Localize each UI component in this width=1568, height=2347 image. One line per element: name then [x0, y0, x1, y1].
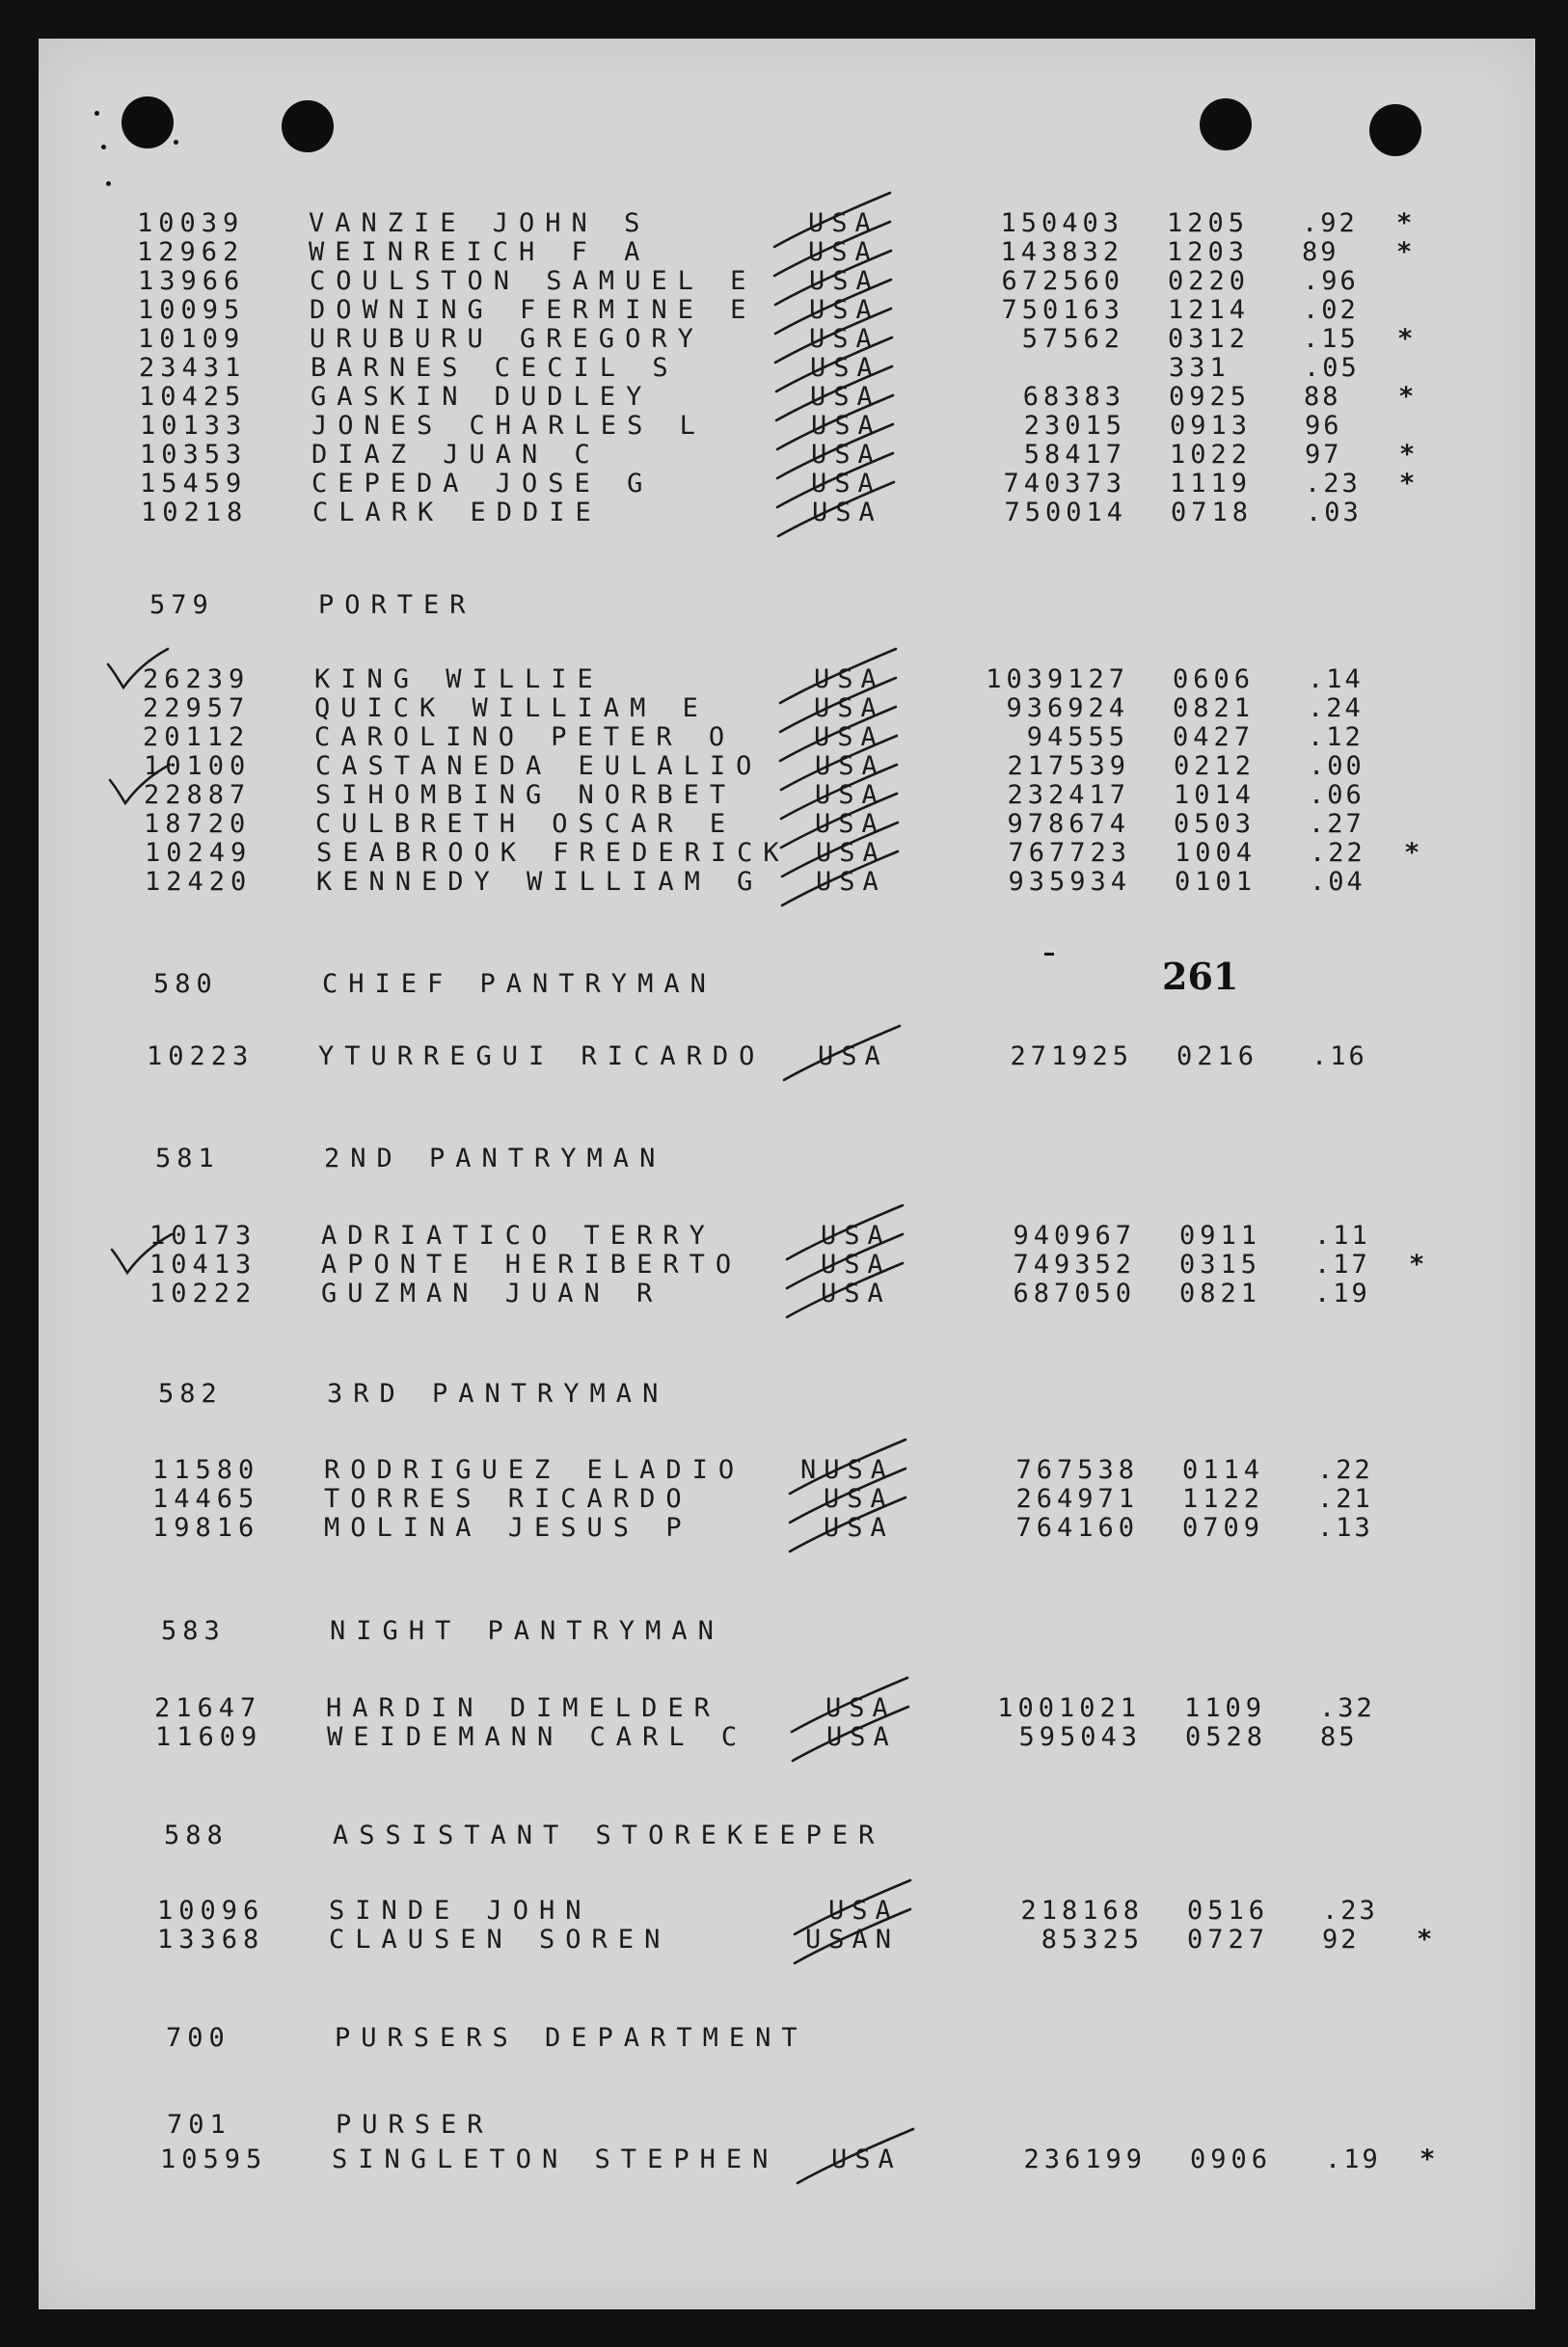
asterisk-mark: * — [1417, 1925, 1433, 1955]
number-col-3: .12 — [1308, 722, 1364, 752]
crew-id: 10218 — [141, 498, 249, 527]
crew-id: 10425 — [139, 382, 247, 412]
number-col-3: .03 — [1306, 498, 1362, 527]
crew-id: 10095 — [138, 295, 246, 325]
crew-name: WEIDEMANN CARL C — [327, 1722, 748, 1752]
crew-id: 10223 — [147, 1041, 255, 1071]
number-col-3: .02 — [1303, 295, 1359, 325]
number-col-2: 0212 — [1174, 751, 1257, 781]
crew-id: 11609 — [155, 1722, 263, 1752]
number-col-2: 0718 — [1171, 498, 1254, 527]
number-col-3: .17 — [1314, 1250, 1370, 1280]
number-col-2: 1119 — [1170, 469, 1253, 499]
crew-name: KING WILLIE — [314, 664, 604, 694]
nationality: USA — [825, 1693, 896, 1723]
punch-hole — [282, 100, 334, 152]
number-col-1: 978674 — [1007, 809, 1130, 839]
nationality: USA — [814, 664, 884, 694]
number-col-3: .32 — [1319, 1693, 1375, 1723]
crew-id: 12962 — [137, 237, 245, 267]
number-col-3: .23 — [1305, 469, 1361, 499]
crew-id: 10100 — [144, 751, 252, 781]
number-col-3: .27 — [1309, 809, 1365, 839]
number-col-2: 0216 — [1176, 1041, 1259, 1071]
margin-check-mark — [104, 645, 172, 693]
section-code: 588 — [164, 1821, 229, 1850]
section-title: NIGHT PANTRYMAN — [330, 1616, 724, 1646]
crew-id: 15459 — [140, 469, 248, 499]
margin-check-mark — [108, 1230, 176, 1279]
crew-id: 21647 — [154, 1693, 262, 1723]
number-col-3: .04 — [1310, 867, 1365, 897]
number-col-2: 0528 — [1185, 1722, 1268, 1752]
number-col-1: 767538 — [1015, 1455, 1139, 1485]
number-col-2: 0913 — [1170, 411, 1253, 441]
nationality: USA — [824, 1513, 894, 1543]
crew-name: HARDIN DIMELDER — [326, 1693, 720, 1723]
nationality: USA — [809, 324, 879, 354]
number-col-2: 0503 — [1174, 809, 1257, 839]
section-title: PORTER — [318, 590, 476, 620]
nationality: NUSA — [800, 1455, 895, 1485]
number-col-2: 0911 — [1179, 1221, 1262, 1251]
nationality: USA — [808, 237, 879, 267]
crew-row — [39, 2145, 1535, 2173]
number-col-3: .05 — [1304, 353, 1360, 383]
crew-id: 11580 — [152, 1455, 260, 1485]
nationality: USA — [826, 1722, 897, 1752]
number-col-1: 595043 — [1018, 1722, 1142, 1752]
number-col-1: 750014 — [1004, 498, 1127, 527]
number-col-2: 1014 — [1174, 780, 1257, 810]
crew-name: DIAZ JUAN C — [311, 440, 601, 470]
pen-tick-mark — [774, 846, 909, 913]
number-col-2: 1109 — [1184, 1693, 1267, 1723]
number-col-2: 0709 — [1182, 1513, 1265, 1543]
number-col-3: .19 — [1314, 1279, 1370, 1308]
number-col-3: .13 — [1317, 1513, 1373, 1543]
margin-check-mark — [106, 761, 174, 809]
crew-name: COULSTON SAMUEL E — [310, 266, 757, 296]
nationality: USA — [816, 838, 886, 868]
nationality: USA — [808, 208, 879, 238]
nationality: USA — [824, 1484, 894, 1514]
asterisk-mark: * — [1409, 1250, 1425, 1280]
crew-name: CLAUSEN SOREN — [329, 1925, 671, 1955]
number-col-1: 85325 — [1041, 1925, 1144, 1955]
number-col-2: 1205 — [1167, 208, 1250, 238]
number-col-3: 85 — [1320, 1722, 1358, 1752]
number-col-3: .22 — [1310, 838, 1365, 868]
crew-name: TORRES RICARDO — [324, 1484, 692, 1514]
section-code: 580 — [153, 969, 218, 999]
crew-id: 10173 — [149, 1221, 257, 1251]
nationality: USAN — [805, 1925, 900, 1955]
number-col-3: .15 — [1303, 324, 1359, 354]
number-col-3: .23 — [1322, 1896, 1378, 1926]
crew-name: SINGLETON STEPHEN — [332, 2145, 779, 2174]
number-col-1: 764160 — [1015, 1513, 1139, 1543]
section-code: 700 — [166, 2023, 230, 2053]
number-col-2: 0606 — [1173, 664, 1256, 694]
number-col-1: 672560 — [1001, 266, 1124, 296]
asterisk-mark: * — [1399, 469, 1416, 499]
number-col-3: 96 — [1305, 411, 1342, 441]
section-title: 3RD PANTRYMAN — [327, 1379, 669, 1409]
number-col-1: 94555 — [1026, 722, 1129, 752]
nationality: USA — [821, 1279, 891, 1308]
asterisk-mark: * — [1419, 2145, 1436, 2174]
number-col-2: 331 — [1169, 353, 1230, 383]
number-col-3: .21 — [1317, 1484, 1373, 1514]
number-col-1: 271925 — [1010, 1041, 1133, 1071]
number-col-2: 1022 — [1170, 440, 1253, 470]
pen-tick-mark — [787, 1903, 922, 1971]
number-col-3: .11 — [1314, 1221, 1370, 1251]
number-col-1: 217539 — [1007, 751, 1130, 781]
punch-hole — [1369, 104, 1421, 156]
crew-name: CASTANEDA EULALIO — [315, 751, 763, 781]
number-col-2: 0312 — [1168, 324, 1251, 354]
ink-speck — [174, 140, 178, 145]
crew-id: 10249 — [145, 838, 253, 868]
crew-name: CULBRETH OSCAR E — [315, 809, 737, 839]
number-col-1: 750163 — [1001, 295, 1124, 325]
crew-name: RODRIGUEZ ELADIO — [324, 1455, 745, 1485]
number-col-3: .19 — [1325, 2145, 1381, 2174]
punch-hole — [122, 96, 174, 148]
pen-tick-mark — [776, 1020, 911, 1088]
crew-name: JONES CHARLES L — [311, 411, 706, 441]
pen-tick-mark — [785, 1701, 920, 1768]
number-col-1: 935934 — [1008, 867, 1131, 897]
asterisk-mark: * — [1399, 440, 1416, 470]
number-col-1: 218168 — [1020, 1896, 1144, 1926]
number-col-3: .16 — [1311, 1041, 1367, 1071]
crew-id: 10353 — [140, 440, 248, 470]
crew-name: DOWNING FERMINE E — [310, 295, 757, 325]
section-code: 701 — [167, 2110, 231, 2140]
asterisk-mark: * — [1398, 382, 1415, 412]
section-code: 582 — [158, 1379, 223, 1409]
number-col-3: 88 — [1304, 382, 1341, 412]
punch-hole — [1200, 98, 1252, 150]
nationality: USA — [818, 1041, 888, 1071]
number-col-2: 0315 — [1179, 1250, 1262, 1280]
nationality: USA — [811, 411, 881, 441]
number-col-1: 767723 — [1008, 838, 1131, 868]
nationality: USA — [815, 809, 885, 839]
number-col-2: 0114 — [1182, 1455, 1265, 1485]
number-col-1: 232417 — [1007, 780, 1130, 810]
number-col-1: 740373 — [1003, 469, 1126, 499]
number-col-2: 1203 — [1167, 237, 1250, 267]
nationality: USA — [809, 295, 879, 325]
nationality: USA — [815, 751, 885, 781]
number-col-3: .92 — [1302, 208, 1358, 238]
asterisk-mark: * — [1397, 324, 1414, 354]
crew-id: 23431 — [139, 353, 247, 383]
number-col-3: .24 — [1308, 693, 1364, 723]
number-col-1: 264971 — [1015, 1484, 1139, 1514]
crew-id: 10595 — [160, 2145, 268, 2174]
number-col-1: 23015 — [1023, 411, 1126, 441]
number-col-3: 97 — [1305, 440, 1342, 470]
asterisk-mark: * — [1396, 208, 1413, 238]
number-col-1: 150403 — [1000, 208, 1123, 238]
crew-name: MOLINA JESUS P — [324, 1513, 692, 1543]
page-number-stamp: 261 — [1162, 955, 1239, 998]
number-col-3: 89 — [1302, 237, 1339, 267]
crew-name: ADRIATICO TERRY — [321, 1221, 716, 1251]
crew-id: 10222 — [149, 1279, 257, 1308]
number-col-3: 92 — [1322, 1925, 1360, 1955]
ink-speck — [101, 145, 106, 149]
number-col-1: 749352 — [1013, 1250, 1136, 1280]
number-col-3: .06 — [1309, 780, 1365, 810]
crew-name: YTURREGUI RICARDO — [318, 1041, 766, 1071]
number-col-2: 1122 — [1182, 1484, 1265, 1514]
number-col-1: 58417 — [1023, 440, 1126, 470]
crew-id: 10109 — [138, 324, 246, 354]
crew-name: QUICK WILLIAM E — [314, 693, 709, 723]
number-col-1: 143832 — [1000, 237, 1123, 267]
crew-name: URUBURU GREGORY — [310, 324, 704, 354]
number-col-3: .22 — [1317, 1455, 1373, 1485]
crew-name: VANZIE JOHN S — [309, 208, 651, 238]
crew-name: BARNES CECIL S — [311, 353, 679, 383]
crew-id: 10096 — [157, 1896, 265, 1926]
number-col-1: 57562 — [1021, 324, 1124, 354]
section-code: 579 — [149, 590, 214, 620]
nationality: USA — [814, 722, 884, 752]
section-code: 583 — [161, 1616, 226, 1646]
number-col-3: .00 — [1309, 751, 1365, 781]
pen-tick-mark — [790, 2123, 925, 2191]
pen-tick-mark — [782, 1492, 917, 1559]
number-col-2: 0220 — [1168, 266, 1251, 296]
crew-name: APONTE HERIBERTO — [321, 1250, 743, 1280]
number-col-3: .96 — [1303, 266, 1359, 296]
crew-id: 18720 — [144, 809, 252, 839]
section-title: PURSER — [336, 2110, 494, 2140]
number-col-2: 1214 — [1168, 295, 1251, 325]
section-title: 2ND PANTRYMAN — [324, 1144, 666, 1174]
nationality: USA — [815, 780, 885, 810]
number-col-2: 0427 — [1173, 722, 1256, 752]
nationality: USA — [810, 382, 880, 412]
number-col-2: 0821 — [1179, 1279, 1262, 1308]
crew-id: 10133 — [140, 411, 248, 441]
crew-name: KENNEDY WILLIAM G — [316, 867, 764, 897]
number-col-1: 68383 — [1022, 382, 1125, 412]
nationality: USA — [810, 353, 880, 383]
crew-name: CAROLINO PETER O — [314, 722, 736, 752]
crew-id: 20112 — [143, 722, 251, 752]
crew-id: 13966 — [138, 266, 246, 296]
nationality: USA — [809, 266, 879, 296]
crew-id: 26239 — [143, 664, 251, 694]
nationality: USA — [816, 867, 886, 897]
nationality: USA — [831, 2145, 902, 2174]
crew-name: WEINREICH F A — [309, 237, 651, 267]
nationality: USA — [811, 440, 881, 470]
asterisk-mark: * — [1404, 838, 1420, 868]
crew-id: 14465 — [152, 1484, 260, 1514]
number-col-2: 0906 — [1190, 2145, 1273, 2174]
nationality: USA — [811, 469, 881, 499]
crew-id: 22957 — [143, 693, 251, 723]
number-col-2: 0516 — [1187, 1896, 1270, 1926]
number-col-1: 236199 — [1023, 2145, 1147, 2174]
nationality: USA — [814, 693, 884, 723]
number-col-1: 940967 — [1013, 1221, 1136, 1251]
number-col-2: 0821 — [1173, 693, 1256, 723]
ink-speck — [106, 181, 111, 186]
crew-name: GUZMAN JUAN R — [321, 1279, 663, 1308]
section-title: PURSERS DEPARTMENT — [335, 2023, 808, 2053]
number-col-1: 936924 — [1006, 693, 1129, 723]
number-col-1: 687050 — [1013, 1279, 1136, 1308]
asterisk-mark: * — [1396, 237, 1413, 267]
nationality: USA — [812, 498, 882, 527]
pen-tick-mark — [770, 476, 906, 544]
number-col-2: 0925 — [1169, 382, 1252, 412]
crew-id: 19816 — [152, 1513, 260, 1543]
document-page — [39, 39, 1535, 2309]
crew-id: 12420 — [145, 867, 253, 897]
pen-tick-mark — [779, 1257, 914, 1325]
crew-name: SIHOMBING NORBET — [315, 780, 737, 810]
number-col-2: 0101 — [1175, 867, 1257, 897]
ink-speck — [95, 111, 99, 116]
number-col-1: 1001021 — [997, 1693, 1141, 1723]
crew-name: GASKIN DUDLEY — [311, 382, 653, 412]
number-col-3: .14 — [1308, 664, 1364, 694]
number-col-2: 0727 — [1187, 1925, 1270, 1955]
crew-name: SINDE JOHN — [329, 1896, 592, 1926]
section-title: CHIEF PANTRYMAN — [322, 969, 716, 999]
crew-id: 22887 — [144, 780, 252, 810]
crew-id: 10413 — [149, 1250, 257, 1280]
crew-name: CLARK EDDIE — [312, 498, 602, 527]
ink-speck — [1044, 953, 1054, 956]
crew-name: SEABROOK FREDERICK — [316, 838, 790, 868]
number-col-2: 1004 — [1175, 838, 1257, 868]
crew-id: 10039 — [137, 208, 245, 238]
section-title: ASSISTANT STOREKEEPER — [333, 1821, 885, 1850]
section-code: 581 — [155, 1144, 220, 1174]
nationality: USA — [828, 1896, 899, 1926]
nationality: USA — [821, 1221, 891, 1251]
number-col-1: 1039127 — [986, 664, 1129, 694]
crew-name: CEPEDA JOSE G — [311, 469, 654, 499]
crew-id: 13368 — [157, 1925, 265, 1955]
nationality: USA — [821, 1250, 891, 1280]
